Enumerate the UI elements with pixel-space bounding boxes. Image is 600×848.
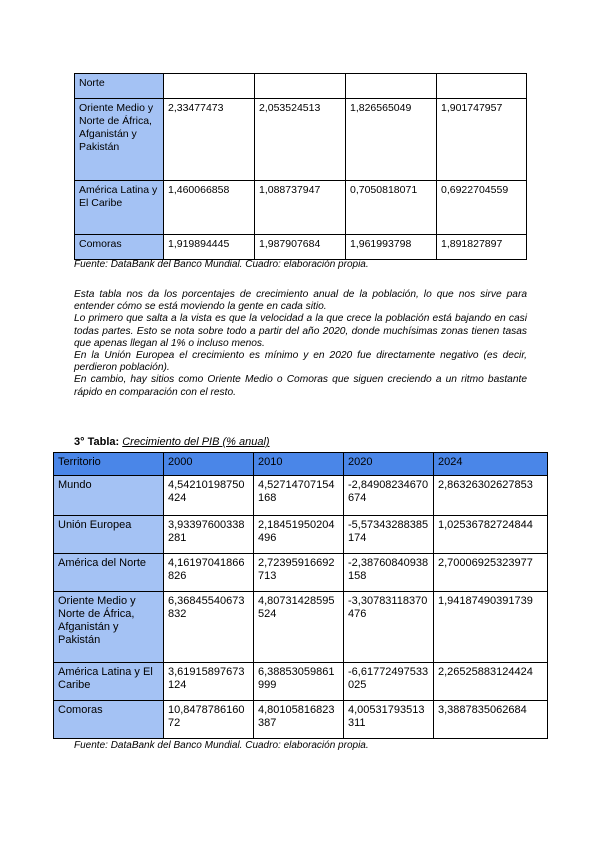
value-cell: 2,33477473 bbox=[164, 99, 255, 181]
table-header-row bbox=[54, 453, 548, 476]
region-cell: Oriente Medio y Norte de África, Afganistán y Pakistán bbox=[54, 592, 164, 663]
table-row bbox=[54, 663, 548, 701]
table-row bbox=[54, 554, 548, 592]
region-cell: Unión Europea bbox=[54, 516, 164, 554]
table-row bbox=[54, 592, 548, 663]
table-number: 3° Tabla: bbox=[74, 436, 120, 448]
table-row bbox=[75, 99, 527, 181]
value-cell: 4,80105816823387 bbox=[254, 701, 344, 739]
header-cell: 2024 bbox=[434, 453, 548, 476]
table-row bbox=[75, 181, 527, 235]
value-cell: 2,70006925323977 bbox=[434, 554, 548, 592]
region-cell: Comoras bbox=[75, 235, 164, 260]
value-cell: 4,54210198750424 bbox=[164, 476, 254, 516]
value-cell: 1,02536782724844 bbox=[434, 516, 548, 554]
value-cell: -3,30783118370476 bbox=[344, 592, 434, 663]
table-row bbox=[54, 476, 548, 516]
value-cell: 6,36845540673832 bbox=[164, 592, 254, 663]
value-cell: 3,3887835062684 bbox=[434, 701, 548, 739]
paragraph: En la Unión Europea el crecimiento es mínimo y en 2020 fue directamente negativo (es decir, perdieron población). bbox=[74, 350, 527, 374]
table-row bbox=[54, 516, 548, 554]
source-note: Fuente: DataBank del Banco Mundial. Cuadro: elaboración propia. bbox=[74, 740, 369, 751]
header-cell: Territorio bbox=[54, 453, 164, 476]
region-cell: América del Norte bbox=[54, 554, 164, 592]
value-cell: 1,901747957 bbox=[437, 99, 527, 181]
value-cell: 1,460066858 bbox=[164, 181, 255, 235]
table-caption: Crecimiento del PIB (% anual) bbox=[122, 436, 270, 448]
region-cell: América Latina y El Caribe bbox=[54, 663, 164, 701]
value-cell: -2,84908234670674 bbox=[344, 476, 434, 516]
region-cell: Mundo bbox=[54, 476, 164, 516]
value-cell: 0,6922704559 bbox=[437, 181, 527, 235]
gdp-growth-table bbox=[53, 452, 548, 739]
population-growth-table bbox=[74, 73, 527, 260]
table-title bbox=[74, 436, 270, 449]
value-cell bbox=[164, 74, 255, 99]
paragraph: Lo primero que salta a la vista es que la velocidad a la que crece la población está bajando en casi todas partes. Esto se nota sobre todo a partir del año 2020, donde muchísimas zonas tienen tasas que apenas llegan al 1% o incluso menos. bbox=[74, 313, 527, 349]
header-cell: 2000 bbox=[164, 453, 254, 476]
value-cell: 1,891827897 bbox=[437, 235, 527, 260]
value-cell: 2,72395916692713 bbox=[254, 554, 344, 592]
region-cell: América Latina y El Caribe bbox=[75, 181, 164, 235]
value-cell: 2,18451950204496 bbox=[254, 516, 344, 554]
value-cell: -2,38760840938158 bbox=[344, 554, 434, 592]
value-cell: 2,053524513 bbox=[255, 99, 346, 181]
value-cell: 1,826565049 bbox=[346, 99, 437, 181]
source-note: Fuente: DataBank del Banco Mundial. Cuadro: elaboración propia. bbox=[74, 259, 369, 270]
value-cell bbox=[437, 74, 527, 99]
value-cell: 2,26525883124424 bbox=[434, 663, 548, 701]
region-cell: Norte bbox=[75, 74, 164, 99]
value-cell: 0,7050818071 bbox=[346, 181, 437, 235]
region-cell: Oriente Medio y Norte de África, Afganistán y Pakistán bbox=[75, 99, 164, 181]
value-cell: 3,61915897673124 bbox=[164, 663, 254, 701]
value-cell: 6,38853059861999 bbox=[254, 663, 344, 701]
header-cell: 2020 bbox=[344, 453, 434, 476]
value-cell: -5,57343288385174 bbox=[344, 516, 434, 554]
table-row bbox=[75, 235, 527, 260]
value-cell: 1,919894445 bbox=[164, 235, 255, 260]
value-cell: 4,00531793513311 bbox=[344, 701, 434, 739]
value-cell bbox=[346, 74, 437, 99]
paragraph: En cambio, hay sitios como Oriente Medio o Comoras que siguen creciendo a un ritmo bastante rápido en comparación con el resto. bbox=[74, 374, 527, 398]
header-cell: 2010 bbox=[254, 453, 344, 476]
value-cell: 4,52714707154168 bbox=[254, 476, 344, 516]
value-cell: 1,94187490391739 bbox=[434, 592, 548, 663]
value-cell: 3,93397600338281 bbox=[164, 516, 254, 554]
paragraph: Esta tabla nos da los porcentajes de crecimiento anual de la población, lo que nos sirve para entender cómo se está moviendo la gente en cada sitio. bbox=[74, 289, 527, 313]
value-cell: 1,987907684 bbox=[255, 235, 346, 260]
value-cell: 2,86326302627853 bbox=[434, 476, 548, 516]
table-row bbox=[54, 701, 548, 739]
table-row bbox=[75, 74, 527, 99]
value-cell: 1,088737947 bbox=[255, 181, 346, 235]
value-cell bbox=[255, 74, 346, 99]
value-cell: 10,847878616072 bbox=[164, 701, 254, 739]
value-cell: 1,961993798 bbox=[346, 235, 437, 260]
region-cell: Comoras bbox=[54, 701, 164, 739]
value-cell: 4,80731428595524 bbox=[254, 592, 344, 663]
value-cell: -6,61772497533025 bbox=[344, 663, 434, 701]
value-cell: 4,16197041866826 bbox=[164, 554, 254, 592]
analysis-text bbox=[74, 289, 527, 399]
